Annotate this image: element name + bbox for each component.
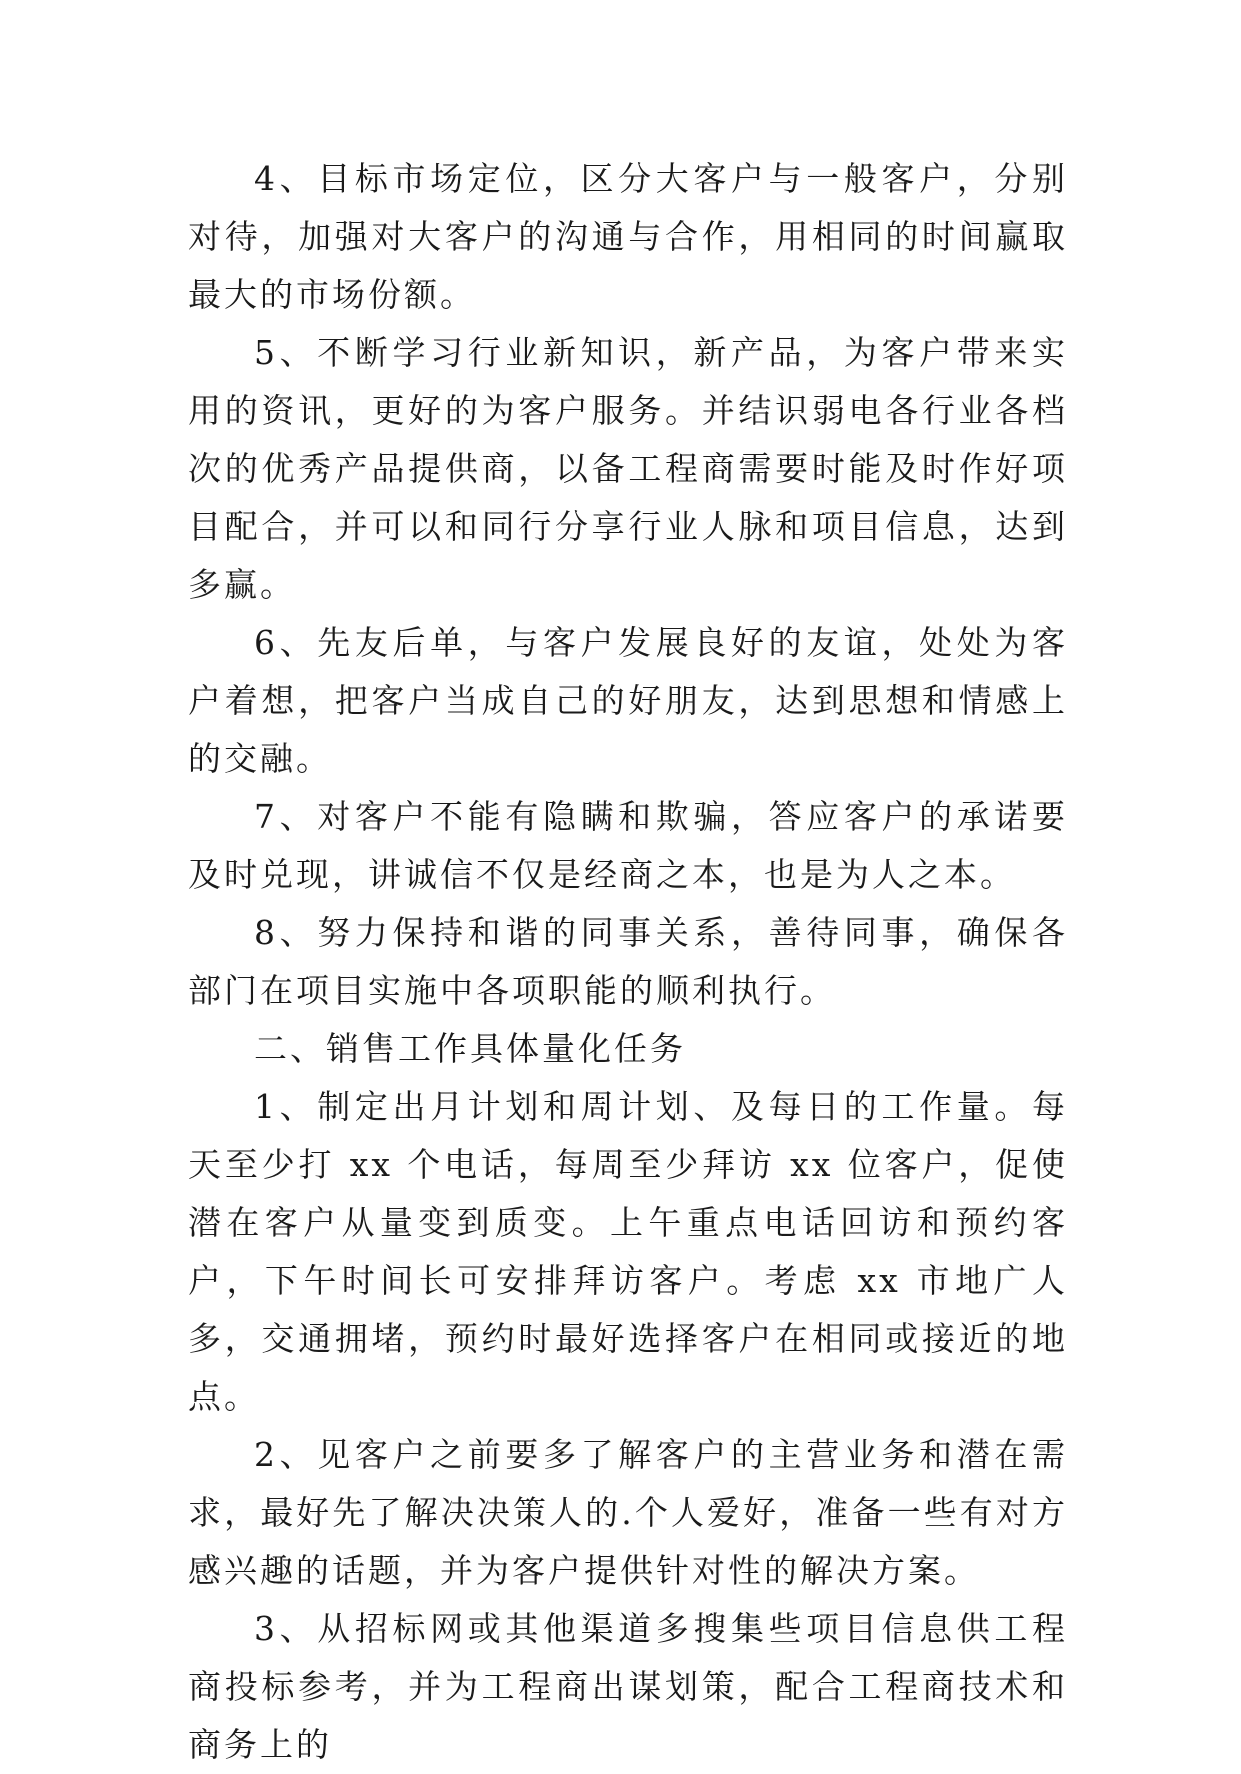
section-heading: 二、销售工作具体量化任务 bbox=[254, 1029, 686, 1068]
document-body bbox=[188, 150, 1068, 1774]
paragraph-item-4: 4、目标市场定位，区分大客户与一般客户，分别对待，加强对大客户的沟通与合作，用相同的时间赢取最大的市场份额。 bbox=[188, 159, 1068, 314]
paragraph-item-5: 5、不断学习行业新知识，新产品，为客户带来实用的资讯，更好的为客户服务。并结识弱电各行业各档次的优秀产品提供商，以备工程商需要时能及时作好项目配合，并可以和同行分享行业人脉和项目信息，达到多赢。 bbox=[188, 333, 1068, 604]
paragraph-task-1: 1、制定出月计划和周计划、及每日的工作量。每天至少打 xx 个电话，每周至少拜访 xx 位客户，促使潜在客户从量变到质变。上午重点电话回访和预约客户，下午时间长可安排拜访客户。考虑 xx 市地广人多，交通拥堵，预约时最好选择客户在相同或接近的地点。 bbox=[188, 1087, 1068, 1416]
paragraph-task-2: 2、见客户之前要多了解客户的主营业务和潜在需求，最好先了解决决策人的.个人爱好，准备一些有对方感兴趣的话题，并为客户提供针对性的解决方案。 bbox=[188, 1435, 1068, 1590]
paragraph-item-7: 7、对客户不能有隐瞒和欺骗，答应客户的承诺要及时兑现，讲诚信不仅是经商之本，也是为人之本。 bbox=[188, 797, 1068, 894]
paragraph-item-6: 6、先友后单，与客户发展良好的友谊，处处为客户着想，把客户当成自己的好朋友，达到思想和情感上的交融。 bbox=[188, 623, 1068, 778]
paragraph-item-8: 8、努力保持和谐的同事关系，善待同事，确保各部门在项目实施中各项职能的顺利执行。 bbox=[188, 913, 1068, 1010]
paragraph-task-3: 3、从招标网或其他渠道多搜集些项目信息供工程商投标参考，并为工程商出谋划策，配合工程商技术和商务上的 bbox=[188, 1609, 1068, 1764]
